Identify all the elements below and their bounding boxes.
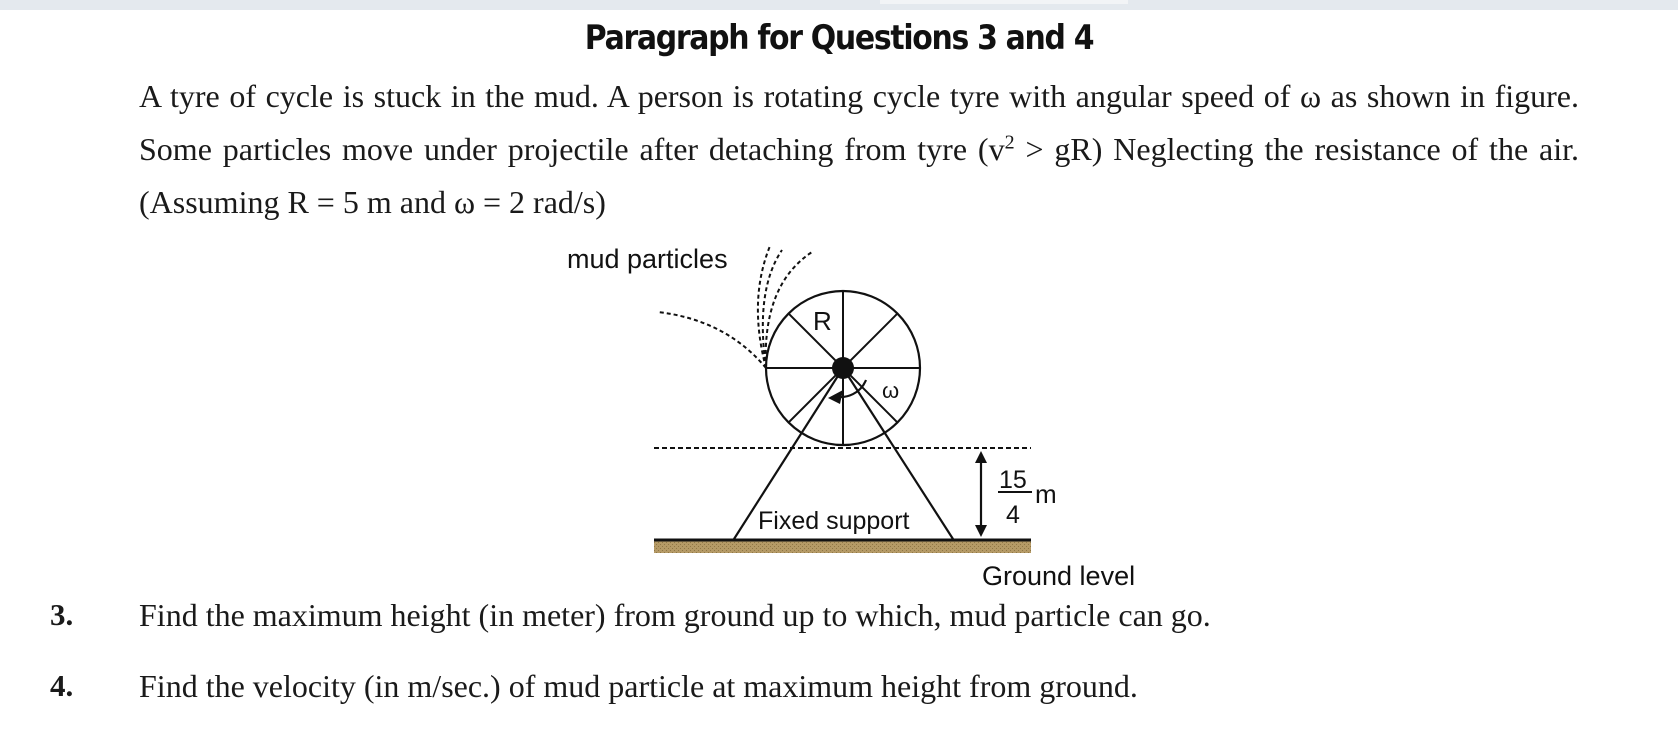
question-4-text: Find the velocity (in m/sec.) of mud particle at maximum height from ground. — [139, 668, 1138, 704]
paragraph-superscript: 2 — [1004, 131, 1015, 154]
omega-label: ω — [882, 378, 900, 403]
paragraph-part-1: A tyre of cycle is stuck in the mud. A person is rotating cycle tyre with angular speed of ω as shown in figure. Some particles move under projectile after detaching from tyre (v — [139, 78, 1579, 167]
height-arrowhead-bottom — [975, 525, 987, 537]
tyre-hub — [832, 357, 854, 379]
ground-level-label: Ground level — [982, 561, 1136, 591]
radius-label: R — [813, 306, 832, 336]
height-unit: m — [1035, 479, 1057, 509]
paragraph-heading: Paragraph for Questions 3 and 4 — [584, 18, 1094, 58]
rotation-arrowhead — [828, 390, 843, 404]
height-numerator: 15 — [999, 466, 1027, 494]
mud-particles-label: mud particles — [567, 244, 728, 274]
question-4-number: 4. — [50, 668, 74, 703]
fixed-support-label: Fixed support — [758, 507, 910, 535]
paragraph-part-2: > gR) Neglecting the resistance of the air. (Assuming R = 5 m and ω = 2 rad/s) — [139, 131, 1580, 220]
height-arrowhead-top — [975, 451, 987, 463]
ground-mud — [654, 541, 1031, 553]
height-denominator: 4 — [1006, 501, 1020, 529]
question-3-text: Find the maximum height (in meter) from ground up to which, mud particle can go. — [139, 597, 1211, 633]
question-3-number: 3. — [50, 597, 74, 632]
